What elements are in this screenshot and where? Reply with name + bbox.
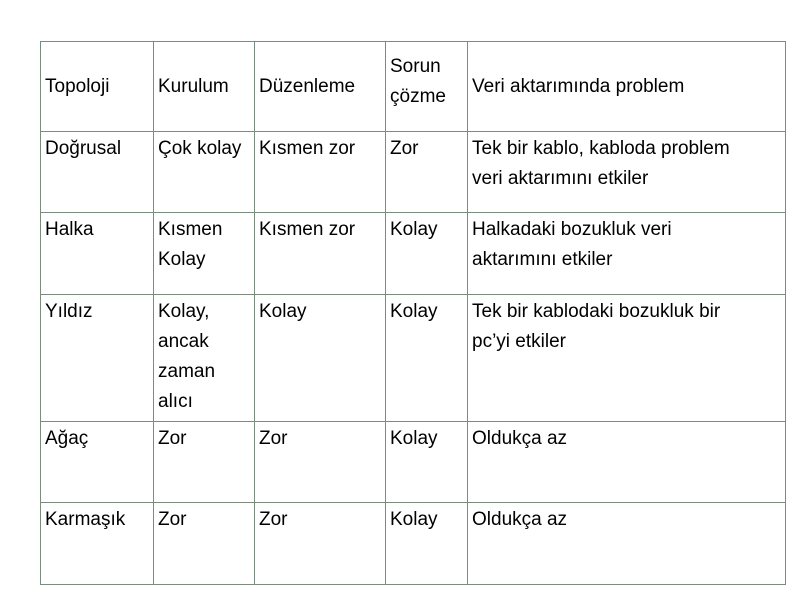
topology-comparison-table — [40, 41, 786, 585]
cell-topology: Halka — [41, 213, 154, 295]
cell-setup — [154, 213, 255, 295]
cell-topology: Yıldız — [41, 295, 154, 422]
cell-setup-line: Kolay, — [158, 301, 210, 322]
cell-topology: Karmaşık — [41, 503, 154, 585]
table-row — [41, 213, 786, 295]
cell-setup — [154, 422, 255, 503]
cell-setup-line: Zor — [158, 509, 187, 530]
cell-setup-line: alıcı — [158, 391, 193, 412]
cell-editing: Kolay — [255, 295, 386, 422]
cell-setup — [154, 503, 255, 585]
header-troubleshooting-line: Sorun — [390, 56, 441, 77]
cell-topology: Ağaç — [41, 422, 154, 503]
header-troubleshooting — [386, 42, 468, 132]
cell-setup-line: zaman — [158, 361, 216, 382]
cell-transfer-line: pc’yi etkiler — [472, 331, 566, 352]
cell-editing: Kısmen zor — [255, 132, 386, 213]
cell-troubleshooting: Kolay — [386, 213, 468, 295]
cell-setup-line: Kısmen — [158, 219, 223, 240]
cell-transfer-problem — [468, 132, 786, 213]
cell-setup-line: Zor — [158, 428, 187, 449]
header-topology: Topoloji — [41, 42, 154, 132]
cell-transfer-problem — [468, 213, 786, 295]
cell-transfer-line: Tek bir kablodaki bozukluk bir — [472, 301, 721, 322]
table-row — [41, 132, 786, 213]
cell-transfer-line: veri aktarımını etkiler — [472, 168, 649, 189]
cell-transfer-line: Tek bir kablo, kabloda problem — [472, 138, 730, 159]
cell-topology: Doğrusal — [41, 132, 154, 213]
header-transfer-problem: Veri aktarımında problem — [468, 42, 786, 132]
cell-editing: Zor — [255, 422, 386, 503]
cell-troubleshooting: Kolay — [386, 422, 468, 503]
cell-transfer-problem — [468, 295, 786, 422]
cell-editing: Kısmen zor — [255, 213, 386, 295]
table-row — [41, 422, 786, 503]
cell-setup — [154, 295, 255, 422]
header-setup: Kurulum — [154, 42, 255, 132]
cell-troubleshooting: Zor — [386, 132, 468, 213]
cell-transfer-line: aktarımını etkiler — [472, 249, 613, 270]
header-editing: Düzenleme — [255, 42, 386, 132]
cell-troubleshooting: Kolay — [386, 295, 468, 422]
cell-setup — [154, 132, 255, 213]
cell-transfer-problem — [468, 503, 786, 585]
cell-setup-line: Kolay — [158, 249, 206, 270]
cell-transfer-line: Halkadaki bozukluk veri — [472, 219, 672, 240]
header-row — [41, 42, 786, 132]
cell-transfer-line: Oldukça az — [472, 428, 568, 449]
table-row — [41, 503, 786, 585]
header-troubleshooting-line: çözme — [390, 86, 446, 107]
table-row — [41, 295, 786, 422]
cell-transfer-problem — [468, 422, 786, 503]
cell-setup-line: ancak — [158, 331, 209, 352]
cell-setup-line: Çok kolay — [158, 138, 242, 159]
cell-troubleshooting: Kolay — [386, 503, 468, 585]
cell-transfer-line: Oldukça az — [472, 509, 568, 530]
cell-editing: Zor — [255, 503, 386, 585]
